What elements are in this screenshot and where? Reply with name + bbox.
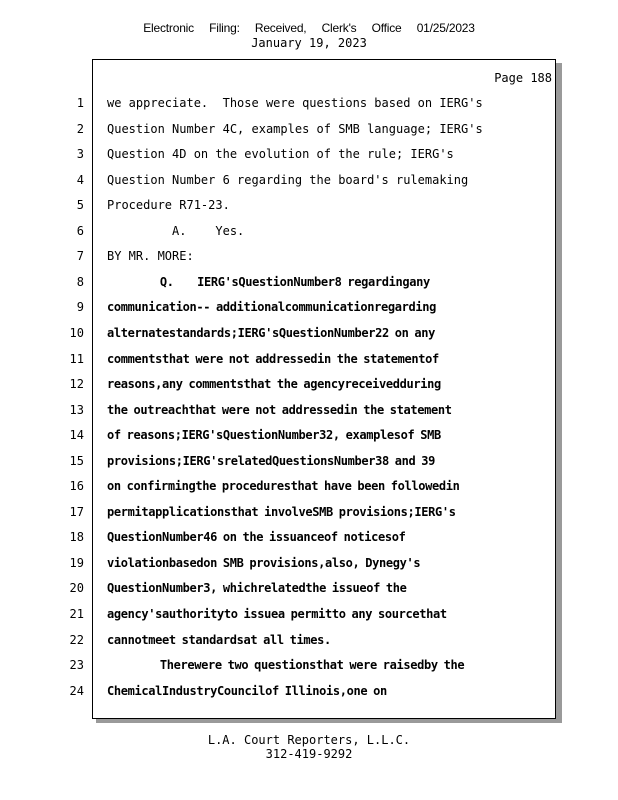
line-text: QuestionNumber46 on the issuanceof noticesof bbox=[107, 530, 406, 545]
line-number: 18 bbox=[69, 530, 84, 545]
line-text: we appreciate. Those were questions based on IERG's bbox=[107, 96, 483, 110]
line-number: 20 bbox=[69, 581, 84, 596]
filing-word-3: Received, bbox=[254, 21, 307, 35]
hearing-date: January 19, 2023 bbox=[251, 36, 367, 50]
line-number: 10 bbox=[69, 325, 84, 340]
line-number: 14 bbox=[69, 428, 84, 443]
line-number: 1 bbox=[76, 96, 84, 110]
line-text: violationbasedon SMB provisions,also, Dynegy's bbox=[107, 555, 421, 570]
line-number: 13 bbox=[69, 402, 84, 417]
line-text: Question 4D on the evolution of the rule; IERG's bbox=[107, 147, 454, 162]
footer-phone: 312-419-9292 bbox=[265, 747, 353, 761]
line-number: 17 bbox=[69, 504, 84, 519]
line-text: of reasons;IERG'sQuestionNumber32, examplesof SMB bbox=[107, 428, 441, 443]
filing-word-2: Filing: bbox=[209, 21, 240, 35]
filing-word-5: Office bbox=[371, 21, 402, 35]
line-number: 21 bbox=[69, 607, 84, 621]
line-number: 24 bbox=[69, 683, 84, 698]
filing-word-1: Electronic bbox=[143, 21, 194, 35]
filing-word-4: Clerk's bbox=[321, 21, 357, 35]
line-text: cannotmeet standardsat all times. bbox=[107, 632, 331, 647]
line-number: 8 bbox=[76, 274, 84, 289]
line-number: 6 bbox=[76, 223, 84, 238]
line-text: provisions;IERG'srelatedQuestionsNumber38 and 39 bbox=[107, 453, 435, 468]
line-text: Q. IERG'sQuestionNumber8 regardingany bbox=[107, 274, 430, 289]
line-text: Question Number 6 regarding the board's rulemaking bbox=[107, 172, 469, 187]
line-text: agency'sauthorityto issuea permitto any sourcethat bbox=[107, 607, 447, 621]
filing-stamp bbox=[0, 21, 618, 35]
line-text: commentsthat were not addressedin the statementof bbox=[107, 351, 439, 366]
line-text: permitapplicationsthat involveSMB provisions;IERG's bbox=[107, 504, 456, 519]
line-text: on confirmingthe proceduresthat have been followedin bbox=[107, 479, 460, 494]
line-number: 7 bbox=[76, 249, 84, 264]
line-text: Question Number 4C, examples of SMB language; IERG's bbox=[107, 121, 483, 136]
line-text: BY MR. MORE: bbox=[107, 249, 194, 264]
line-number: 12 bbox=[69, 377, 84, 392]
line-text: ChemicalIndustryCouncilof Illinois,one on bbox=[107, 683, 387, 698]
line-number: 9 bbox=[76, 300, 84, 315]
line-number: 5 bbox=[76, 198, 84, 213]
line-number: 22 bbox=[69, 632, 84, 647]
line-text: communication-- additionalcommunicationregarding bbox=[107, 300, 436, 315]
line-number: 2 bbox=[76, 121, 84, 136]
line-text: alternatestandards;IERG'sQuestionNumber22 on any bbox=[107, 325, 435, 340]
line-text: Procedure R71-23. bbox=[107, 198, 230, 213]
line-number: 11 bbox=[69, 351, 84, 366]
line-number: 23 bbox=[69, 658, 84, 673]
line-number: 16 bbox=[69, 479, 84, 494]
line-number: 19 bbox=[69, 555, 84, 570]
footer-company: L.A. Court Reporters, L.L.C. bbox=[207, 733, 411, 747]
line-text: Therewere two questionsthat were raisedby the bbox=[107, 658, 465, 673]
line-text: A. Yes. bbox=[107, 223, 245, 238]
filing-word-6: 01/25/2023 bbox=[416, 21, 475, 35]
line-number: 15 bbox=[69, 453, 84, 468]
line-text: the outreachthat were not addressedin the statement bbox=[107, 402, 452, 417]
line-text: QuestionNumber3, whichrelatedthe issueof the bbox=[107, 581, 407, 596]
line-number: 3 bbox=[76, 147, 84, 162]
page-number: Page 188 bbox=[494, 71, 552, 85]
line-text: reasons,any commentsthat the agencyreceivedduring bbox=[107, 377, 441, 392]
line-number: 4 bbox=[76, 172, 84, 187]
